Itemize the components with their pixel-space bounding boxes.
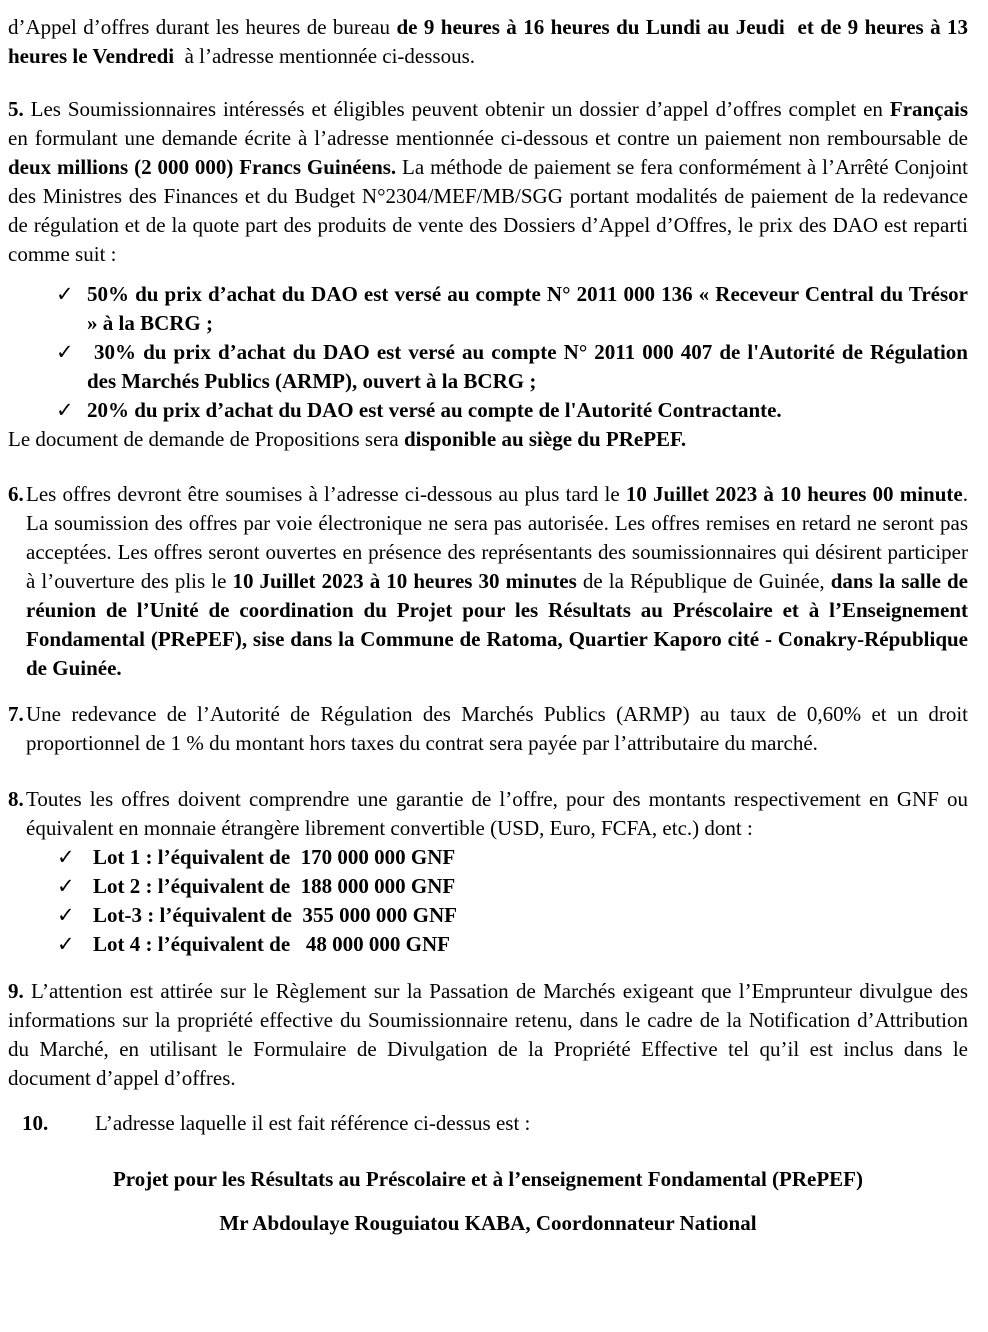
lot-item-1 <box>8 843 968 872</box>
paragraph-7 <box>8 700 968 758</box>
checkmark-icon: ✓ <box>57 874 75 898</box>
payment-split-item-2-text: 30% du prix d’achat du DAO est versé au compte N° 2011 000 407 de l'Autorité de Régulation des Marchés Publics (ARMP), ouvert à la BCRG ; <box>87 340 968 393</box>
paragraph-5 <box>8 95 968 269</box>
paragraph-6-number: 6. <box>8 482 24 506</box>
paragraph-7-text: Une redevance de l’Autorité de Régulation des Marchés Publics (ARMP) au taux de 0,60% et un droit proportionnel de 1 % du montant hors taxes du contrat sera payée par l’attributaire du marché. <box>26 702 968 755</box>
checkmark-icon: ✓ <box>57 932 75 956</box>
lot-item-3 <box>8 901 968 930</box>
checkmark-icon: ✓ <box>56 282 74 306</box>
payment-split-item-3-text: 20% du prix d’achat du DAO est versé au compte de l'Autorité Contractante. <box>87 398 782 422</box>
paragraph-6-text: Les offres devront être soumises à l’adresse ci-dessous au plus tard le 10 Juillet 2023 à 10 heures 00 minute. La soumission des offres par voie électronique ne sera pas autorisée. Les offres remises en retard ne seront pas acceptées. Les offres seront ouvertes en présence des représentants des soumissionnaires qui désirent participer à l’ouverture des plis le 10 Juillet 2023 à 10 heures 30 minutes de la République de Guinée, dans la salle de réunion de l’Unité de coordination du Projet pour les Résultats au Préscolaire et à l’Enseignement Fondamental (PRePEF), sise dans la Commune de Ratoma, Quartier Kaporo cité - Conakry-République de Guinée. <box>26 482 968 680</box>
paragraph-10 <box>8 1109 968 1138</box>
lot-item-1-text: Lot 1 : l’équivalent de 170 000 000 GNF <box>93 845 456 869</box>
paragraph-8-text: Toutes les offres doivent comprendre une garantie de l’offre, pour des montants respectivement en GNF ou équivalent en monnaie étrangère librement convertible (USD, Euro, FCFA, etc.) dont : <box>26 787 968 840</box>
payment-split-item-1-text: 50% du prix d’achat du DAO est versé au compte N° 2011 000 136 « Receveur Central du Trésor » à la BCRG ; <box>87 282 968 335</box>
paragraph-9-number: 9. <box>8 979 24 1003</box>
lot-item-4 <box>8 930 968 959</box>
payment-split-list <box>8 280 968 425</box>
intro-paragraph: d’Appel d’offres durant les heures de bureau de 9 heures à 16 heures du Lundi au Jeudi et de 9 heures à 13 heures le Vendredi à l’adresse mentionnée ci-dessous. <box>8 15 968 68</box>
paragraph-8 <box>8 785 968 843</box>
paragraph-5-text: Les Soumissionnaires intéressés et éligibles peuvent obtenir un dossier d’appel d’offres complet en Français en formulant une demande écrite à l’adresse mentionnée ci-dessous et contre un paiement non remboursable de deux millions (2 000 000) Francs Guinéens. La méthode de paiement se fera conformément à l’Arrêté Conjoint des Ministres des Finances et du Budget N°2304/MEF/MB/SGG portant modalités de paiement de la redevance de régulation et de la quote part des produits de vente des Dossiers d’Appel d’Offres, le prix des DAO est reparti comme suit : <box>8 97 968 266</box>
checkmark-icon: ✓ <box>57 903 75 927</box>
paragraph-7-number: 7. <box>8 702 24 726</box>
availability-note: Le document de demande de Propositions sera disponible au siège du PRePEF. <box>8 427 687 451</box>
paragraph-5-number: 5. <box>8 97 24 121</box>
payment-split-item-1 <box>8 280 968 338</box>
paragraph-10-number: 10. <box>22 1111 49 1135</box>
lot-item-2 <box>8 872 968 901</box>
address-project-line: Projet pour les Résultats au Préscolaire et à l’enseignement Fondamental (PRePEF) <box>112 1167 864 1191</box>
lot-item-3-text: Lot-3 : l’équivalent de 355 000 000 GNF <box>93 903 457 927</box>
paragraph-10-text: L’adresse laquelle il est fait référence ci-dessus est : <box>95 1111 531 1135</box>
lot-guarantee-list <box>8 843 968 959</box>
paragraph-8-number: 8. <box>8 787 24 811</box>
checkmark-icon: ✓ <box>57 845 75 869</box>
paragraph-9-text: L’attention est attirée sur le Règlement sur la Passation de Marchés exigeant que l’Emprunteur divulgue des informations sur la propriété effective du Soumissionnaire retenu, dans le cadre de la Notification d’Attribution du Marché, en utilisant le Formulaire de Divulgation de la Propriété Effective tel qu’il est inclus dans le document d’appel d’offres. <box>8 979 968 1090</box>
paragraph-9 <box>8 977 968 1093</box>
checkmark-icon: ✓ <box>56 398 74 422</box>
payment-split-item-3 <box>8 396 968 425</box>
paragraph-6 <box>8 480 968 683</box>
lot-item-2-text: Lot 2 : l’équivalent de 188 000 000 GNF <box>93 874 456 898</box>
payment-split-item-2 <box>8 338 968 396</box>
lot-item-4-text: Lot 4 : l’équivalent de 48 000 000 GNF <box>93 932 450 956</box>
address-coordinator-line: Mr Abdoulaye Rouguiatou KABA, Coordonnateur National <box>219 1211 757 1235</box>
checkmark-icon: ✓ <box>56 340 74 364</box>
